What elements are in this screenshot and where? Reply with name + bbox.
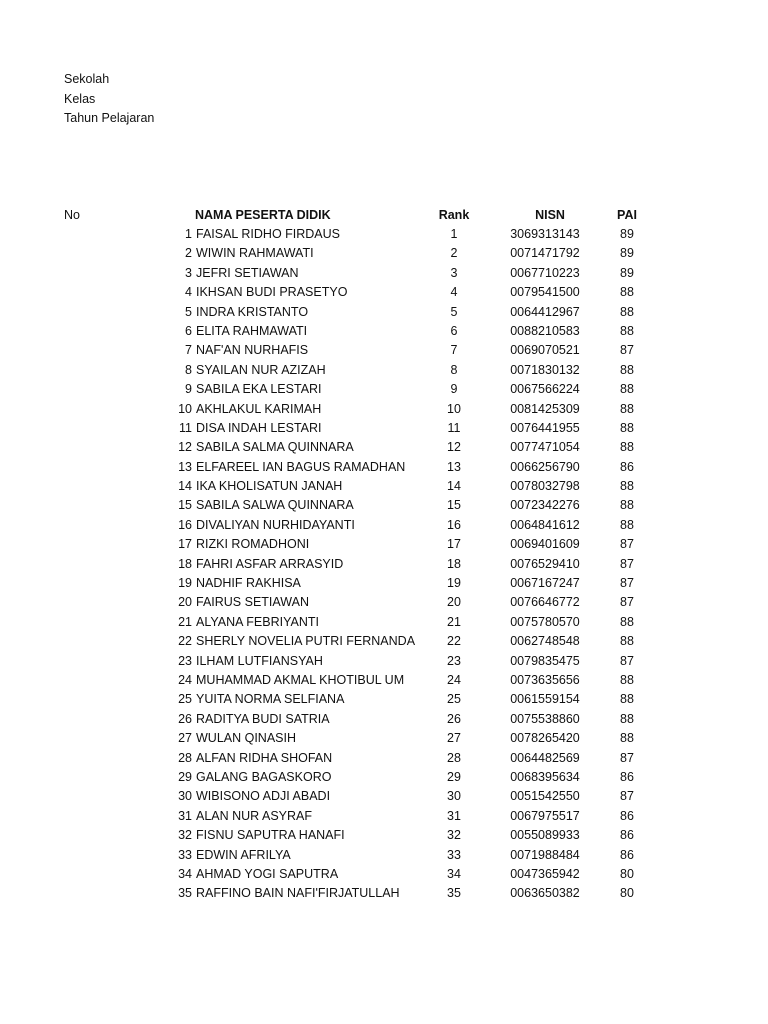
nisn-value: 0067710223 xyxy=(510,265,580,280)
rank-value: 9 xyxy=(450,382,458,397)
pai-score: 89 xyxy=(620,265,634,280)
pai-score: 88 xyxy=(620,304,634,319)
table-row xyxy=(0,749,768,768)
student-name: ELFAREEL IAN BAGUS RAMADHAN xyxy=(196,459,406,474)
nisn-value: 0064482569 xyxy=(510,750,580,765)
student-name: SHERLY NOVELIA PUTRI FERNANDA xyxy=(196,634,416,649)
row-number: 11 xyxy=(179,420,192,435)
nisn-value: 0076529410 xyxy=(510,556,580,571)
student-name: INDRA KRISTANTO xyxy=(196,304,309,319)
table-row xyxy=(0,535,768,554)
nisn-value: 0079541500 xyxy=(510,285,580,300)
row-number: 28 xyxy=(178,750,192,765)
table-row xyxy=(0,225,768,244)
table-row xyxy=(0,516,768,535)
table-row xyxy=(0,671,768,690)
pai-score: 88 xyxy=(620,731,634,746)
table-row xyxy=(0,884,768,903)
row-number: 9 xyxy=(185,382,192,397)
student-name: NAF'AN NURHAFIS xyxy=(196,343,309,358)
rank-value: 27 xyxy=(447,731,461,746)
pai-score: 88 xyxy=(620,711,634,726)
student-name: WULAN QINASIH xyxy=(196,731,297,746)
table-row xyxy=(0,632,768,651)
nisn-value: 0078032798 xyxy=(510,479,580,494)
student-name: SYAILAN NUR AZIZAH xyxy=(196,362,326,377)
table-row xyxy=(0,458,768,477)
row-number: 14 xyxy=(178,479,192,494)
nisn-value: 0066256790 xyxy=(510,459,580,474)
row-number: 26 xyxy=(178,711,192,726)
header-no: No xyxy=(64,208,80,222)
table-row xyxy=(0,593,768,612)
table-row xyxy=(0,846,768,865)
rank-value: 28 xyxy=(447,750,461,765)
nisn-value: 0076646772 xyxy=(510,595,580,610)
student-name: RIZKI ROMADHONI xyxy=(196,537,310,552)
student-name: SABILA SALWA QUINNARA xyxy=(196,498,354,513)
pai-score: 80 xyxy=(620,866,634,881)
row-number: 35 xyxy=(178,886,192,901)
nisn-value: 0071988484 xyxy=(510,847,580,862)
row-number: 17 xyxy=(178,537,192,552)
row-number: 1 xyxy=(185,227,192,241)
rank-value: 23 xyxy=(447,653,461,668)
pai-score: 88 xyxy=(620,440,634,455)
header-pai: PAI xyxy=(617,208,637,222)
table-row xyxy=(0,710,768,729)
nisn-value: 0055089933 xyxy=(510,828,580,843)
rank-value: 26 xyxy=(447,711,461,726)
rank-value: 12 xyxy=(447,440,461,455)
row-number: 3 xyxy=(185,265,192,280)
student-name: EDWIN AFRILYA xyxy=(196,847,291,862)
student-name: ALYANA FEBRIYANTI xyxy=(196,614,319,629)
nisn-value: 0069070521 xyxy=(510,343,580,358)
table-row xyxy=(0,419,768,438)
table-row xyxy=(0,652,768,671)
table-row xyxy=(0,283,768,302)
nisn-value: 0069401609 xyxy=(510,537,580,552)
rank-value: 5 xyxy=(450,304,458,319)
nisn-value: 0081425309 xyxy=(510,401,580,416)
nisn-value: 0075538860 xyxy=(510,711,580,726)
rank-value: 4 xyxy=(450,285,458,300)
school-label: Sekolah xyxy=(64,72,110,86)
table-row xyxy=(0,361,768,380)
student-name: WIBISONO ADJI ABADI xyxy=(196,789,331,804)
nisn-value: 0064841612 xyxy=(510,517,580,532)
rank-value: 24 xyxy=(447,672,461,687)
pai-score: 87 xyxy=(620,789,634,804)
pai-score: 88 xyxy=(620,401,634,416)
table-row xyxy=(0,303,768,322)
nisn-value: 0067167247 xyxy=(510,576,580,591)
row-number: 5 xyxy=(185,304,192,319)
nisn-value: 0072342276 xyxy=(510,498,580,513)
rank-value: 7 xyxy=(450,343,458,358)
rank-value: 25 xyxy=(447,692,461,707)
rank-value: 31 xyxy=(447,808,461,823)
rank-value: 10 xyxy=(447,401,461,416)
student-name: ALFAN RIDHA SHOFAN xyxy=(196,750,333,765)
row-number: 29 xyxy=(178,769,192,784)
rank-value: 29 xyxy=(447,769,461,784)
row-number: 31 xyxy=(178,808,192,823)
row-number: 25 xyxy=(178,692,192,707)
student-name: AKHLAKUL KARIMAH xyxy=(196,401,322,416)
nisn-value: 0088210583 xyxy=(510,323,580,338)
student-name: GALANG BAGASKORO xyxy=(196,769,332,784)
student-name: SABILA SALMA QUINNARA xyxy=(196,440,354,455)
row-number: 12 xyxy=(178,440,192,455)
student-name: WIWIN RAHMAWATI xyxy=(196,246,314,261)
pai-score: 86 xyxy=(620,459,634,474)
row-number: 34 xyxy=(178,866,192,881)
row-number: 30 xyxy=(178,789,192,804)
row-number: 13 xyxy=(178,459,192,474)
student-table-body xyxy=(0,225,768,904)
nisn-value: 0068395634 xyxy=(510,769,580,784)
row-number: 24 xyxy=(178,672,192,687)
rank-value: 33 xyxy=(447,847,461,862)
row-number: 8 xyxy=(185,362,192,377)
rank-value: 14 xyxy=(447,479,461,494)
table-row xyxy=(0,400,768,419)
student-name: FAISAL RIDHO FIRDAUS xyxy=(196,227,341,241)
pai-score: 88 xyxy=(620,692,634,707)
nisn-value: 0064412967 xyxy=(510,304,580,319)
rank-value: 34 xyxy=(447,866,461,881)
table-row xyxy=(0,555,768,574)
table-row xyxy=(0,477,768,496)
student-name: ILHAM LUTFIANSYAH xyxy=(196,653,323,668)
pai-score: 87 xyxy=(620,537,634,552)
row-number: 20 xyxy=(178,595,192,610)
header-nisn: NISN xyxy=(535,208,565,222)
table-row xyxy=(0,496,768,515)
table-row xyxy=(0,341,768,360)
pai-score: 88 xyxy=(620,382,634,397)
pai-score: 88 xyxy=(620,285,634,300)
nisn-value: 0067975517 xyxy=(510,808,580,823)
table-row xyxy=(0,380,768,399)
student-name: ELITA RAHMAWATI xyxy=(196,323,308,338)
pai-score: 87 xyxy=(620,595,634,610)
nisn-value: 0073635656 xyxy=(510,672,580,687)
rank-value: 22 xyxy=(447,634,461,649)
student-name: RADITYA BUDI SATRIA xyxy=(196,711,330,726)
rank-value: 15 xyxy=(447,498,461,513)
nisn-value: 0047365942 xyxy=(510,866,580,881)
row-number: 7 xyxy=(185,343,192,358)
class-label: Kelas xyxy=(64,91,96,106)
rank-value: 16 xyxy=(447,517,461,532)
nisn-value: 0061559154 xyxy=(510,692,580,707)
rank-value: 19 xyxy=(447,576,461,591)
pai-score: 87 xyxy=(620,576,634,591)
document-meta xyxy=(64,70,154,129)
rank-value: 30 xyxy=(447,789,461,804)
pai-score: 88 xyxy=(620,517,634,532)
header-rank: Rank xyxy=(438,208,470,222)
student-name: RAFFINO BAIN NAFI'FIRJATULLAH xyxy=(196,886,400,901)
student-name: DIVALIYAN NURHIDAYANTI xyxy=(196,517,355,532)
rank-value: 18 xyxy=(447,556,461,571)
pai-score: 88 xyxy=(620,420,634,435)
nisn-value: 0078265420 xyxy=(510,731,580,746)
student-name: FAHRI ASFAR ARRASYID xyxy=(196,556,344,571)
row-number: 15 xyxy=(178,498,192,513)
pai-score: 89 xyxy=(620,227,634,241)
row-number: 6 xyxy=(185,323,192,338)
student-name: ALAN NUR ASYRAF xyxy=(196,808,313,823)
row-number: 18 xyxy=(178,556,192,571)
row-number: 22 xyxy=(178,634,192,649)
student-name: YUITA NORMA SELFIANA xyxy=(196,692,345,707)
pai-score: 88 xyxy=(620,479,634,494)
row-number: 10 xyxy=(178,401,192,416)
pai-score: 86 xyxy=(620,808,634,823)
table-row xyxy=(0,807,768,826)
nisn-value: 3069313143 xyxy=(510,227,580,241)
table-row xyxy=(0,574,768,593)
rank-value: 11 xyxy=(447,420,461,435)
student-name: AHMAD YOGI SAPUTRA xyxy=(196,866,339,881)
nisn-value: 0077471054 xyxy=(510,440,580,455)
rank-value: 13 xyxy=(447,459,461,474)
table-row xyxy=(0,768,768,787)
pai-score: 87 xyxy=(620,750,634,765)
rank-value: 1 xyxy=(450,227,458,241)
row-number: 21 xyxy=(178,614,192,629)
row-number: 27 xyxy=(178,731,192,746)
pai-score: 88 xyxy=(620,672,634,687)
table-row xyxy=(0,787,768,806)
student-name: IKA KHOLISATUN JANAH xyxy=(196,479,343,494)
student-name: JEFRI SETIAWAN xyxy=(196,265,299,280)
pai-score: 86 xyxy=(620,847,634,862)
pai-score: 88 xyxy=(620,323,634,338)
pai-score: 89 xyxy=(620,246,634,261)
table-row xyxy=(0,613,768,632)
nisn-value: 0063650382 xyxy=(510,886,580,901)
row-number: 32 xyxy=(178,828,192,843)
student-name: FAIRUS SETIAWAN xyxy=(196,595,309,610)
table-row xyxy=(0,264,768,283)
table-row xyxy=(0,826,768,845)
nisn-value: 0062748548 xyxy=(510,634,580,649)
nisn-value: 0076441955 xyxy=(510,420,580,435)
pai-score: 87 xyxy=(620,653,634,668)
pai-score: 88 xyxy=(620,362,634,377)
pai-score: 86 xyxy=(620,769,634,784)
header-student-name: NAMA PESERTA DIDIK xyxy=(195,208,331,222)
rank-value: 8 xyxy=(450,362,458,377)
rank-value: 35 xyxy=(447,886,461,901)
rank-value: 32 xyxy=(447,828,461,843)
rank-value: 20 xyxy=(447,595,461,610)
rank-value: 21 xyxy=(447,614,461,629)
nisn-value: 0071471792 xyxy=(510,246,580,261)
nisn-value: 0071830132 xyxy=(510,362,580,377)
student-name: NADHIF RAKHISA xyxy=(196,576,301,591)
rank-value: 6 xyxy=(450,323,458,338)
table-row xyxy=(0,690,768,709)
pai-score: 87 xyxy=(620,343,634,358)
pai-score: 88 xyxy=(620,498,634,513)
table-row xyxy=(0,438,768,457)
pai-score: 88 xyxy=(620,614,634,629)
pai-score: 88 xyxy=(620,634,634,649)
academic-year-label: Tahun Pelajaran xyxy=(64,111,155,125)
nisn-value: 0075780570 xyxy=(510,614,580,629)
table-row xyxy=(0,322,768,341)
row-number: 4 xyxy=(185,285,192,300)
student-name: FISNU SAPUTRA HANAFI xyxy=(196,828,345,843)
nisn-value: 0079835475 xyxy=(510,653,580,668)
pai-score: 86 xyxy=(620,828,634,843)
student-name: DISA INDAH LESTARI xyxy=(196,420,322,435)
student-name: SABILA EKA LESTARI xyxy=(196,382,322,397)
table-row xyxy=(0,729,768,748)
row-number: 23 xyxy=(178,653,192,668)
student-name: MUHAMMAD AKMAL KHOTIBUL UM xyxy=(196,672,405,687)
pai-score: 87 xyxy=(620,556,634,571)
pai-score: 80 xyxy=(620,886,634,901)
row-number: 2 xyxy=(185,246,192,261)
rank-value: 3 xyxy=(450,265,458,280)
table-row xyxy=(0,865,768,884)
nisn-value: 0067566224 xyxy=(510,382,580,397)
rank-value: 17 xyxy=(447,537,461,552)
rank-value: 2 xyxy=(450,246,458,261)
student-name: IKHSAN BUDI PRASETYO xyxy=(196,285,348,300)
nisn-value: 0051542550 xyxy=(510,789,580,804)
row-number: 16 xyxy=(178,517,192,532)
row-number: 33 xyxy=(178,847,192,862)
table-row xyxy=(0,244,768,263)
row-number: 19 xyxy=(178,576,192,591)
